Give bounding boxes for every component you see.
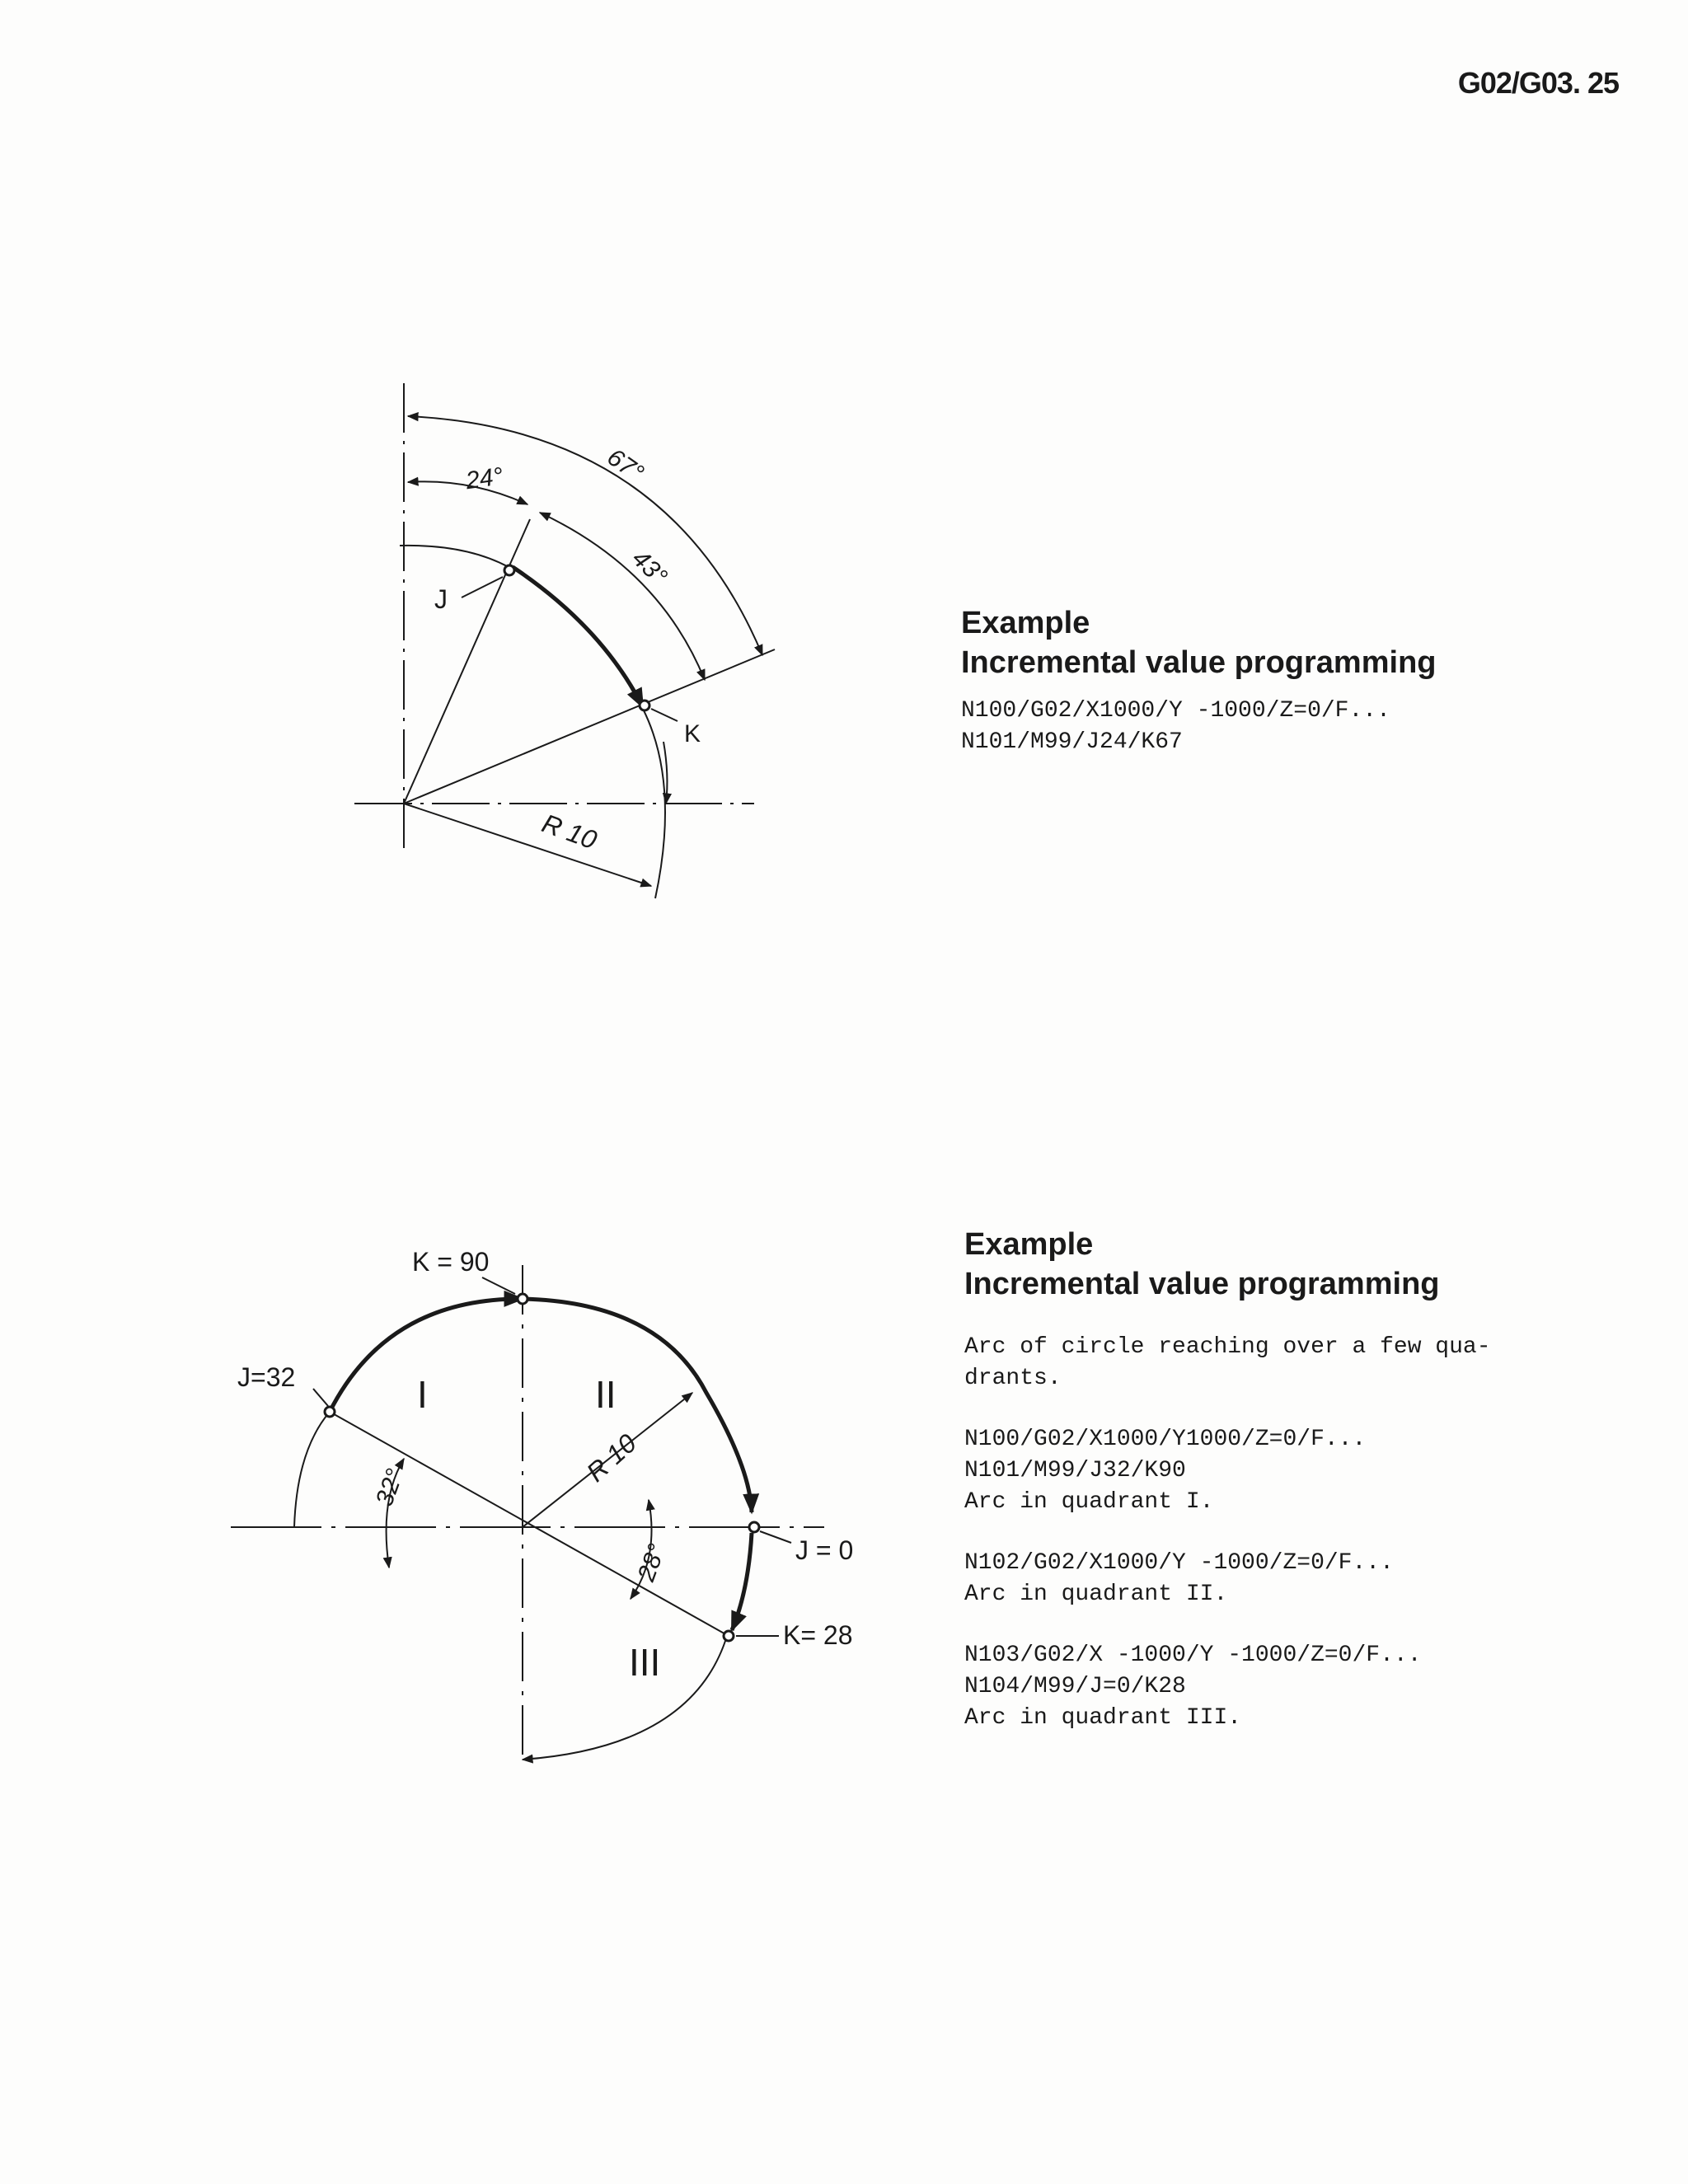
intro-line: Arc of circle reaching over a few qua- <box>964 1334 1491 1360</box>
code-line: N101/M99/J24/K67 <box>961 729 1183 755</box>
code-line: Arc in quadrant I. <box>964 1489 1214 1515</box>
dimension-arc-67 <box>408 416 762 655</box>
label-r10-2: R 10 <box>580 1427 642 1488</box>
point-j <box>504 565 514 575</box>
radius-line-j32 <box>330 1412 729 1636</box>
programmed-arc <box>513 567 643 707</box>
label-quadrant-3: III <box>629 1641 661 1684</box>
intro-line: drants. <box>964 1366 1062 1391</box>
label-quadrant-1: I <box>417 1373 428 1416</box>
label-28: 28° <box>632 1540 672 1586</box>
code-line: N100/G02/X1000/Y1000/Z=0/F... <box>964 1427 1367 1452</box>
page-number: G02/G03. 25 <box>1457 66 1619 100</box>
label-67: 67° <box>602 443 649 488</box>
label-j32: J=32 <box>237 1362 296 1392</box>
point-k28 <box>724 1631 734 1641</box>
programmed-arc-4 <box>732 1533 752 1630</box>
code-line: Arc in quadrant II. <box>964 1582 1228 1607</box>
label-j: J <box>434 584 448 614</box>
point-k <box>640 701 649 710</box>
dimension-arc-43 <box>540 513 705 680</box>
radius-dimension <box>404 804 651 886</box>
example-2-title: Example <box>964 1227 1094 1262</box>
label-32: 32° <box>370 1465 410 1511</box>
programmed-arc-3 <box>523 1299 752 1512</box>
label-r10: R 10 <box>538 808 601 855</box>
example-1 <box>961 603 1437 758</box>
code-line: N102/G02/X1000/Y -1000/Z=0/F... <box>964 1550 1394 1576</box>
radius-line-k <box>404 649 775 804</box>
leader-k90 <box>482 1277 515 1294</box>
point-j32 <box>325 1407 335 1417</box>
point-j0 <box>749 1522 759 1532</box>
example-2-subtitle: Incremental value programming <box>964 1267 1440 1301</box>
label-43: 43° <box>626 545 673 591</box>
radius-line-j <box>404 519 530 804</box>
code-line: N101/M99/J32/K90 <box>964 1458 1186 1483</box>
label-k: K <box>684 720 701 748</box>
example-1-title: Example <box>961 606 1090 640</box>
leader-k <box>651 709 678 721</box>
leader-j0 <box>760 1531 791 1543</box>
reference-arc <box>400 546 509 567</box>
example-2 <box>964 1225 1491 1734</box>
code-line: N103/G02/X -1000/Y -1000/Z=0/F... <box>964 1643 1422 1668</box>
example-1-subtitle: Incremental value programming <box>961 645 1437 680</box>
leader-j32 <box>313 1389 328 1406</box>
label-24: 24° <box>464 462 505 495</box>
code-line: N104/M99/J=0/K28 <box>964 1674 1186 1699</box>
point-k90 <box>518 1294 528 1304</box>
code-line: Arc in quadrant III. <box>964 1705 1242 1731</box>
label-k90: K = 90 <box>412 1247 490 1277</box>
outer-arc-left <box>294 1412 330 1527</box>
label-quadrant-2: II <box>595 1373 617 1416</box>
code-line: N100/G02/X1000/Y -1000/Z=0/F... <box>961 698 1390 724</box>
label-k28: K= 28 <box>783 1620 853 1650</box>
label-j0: J = 0 <box>795 1535 854 1565</box>
return-arc <box>523 1636 727 1760</box>
